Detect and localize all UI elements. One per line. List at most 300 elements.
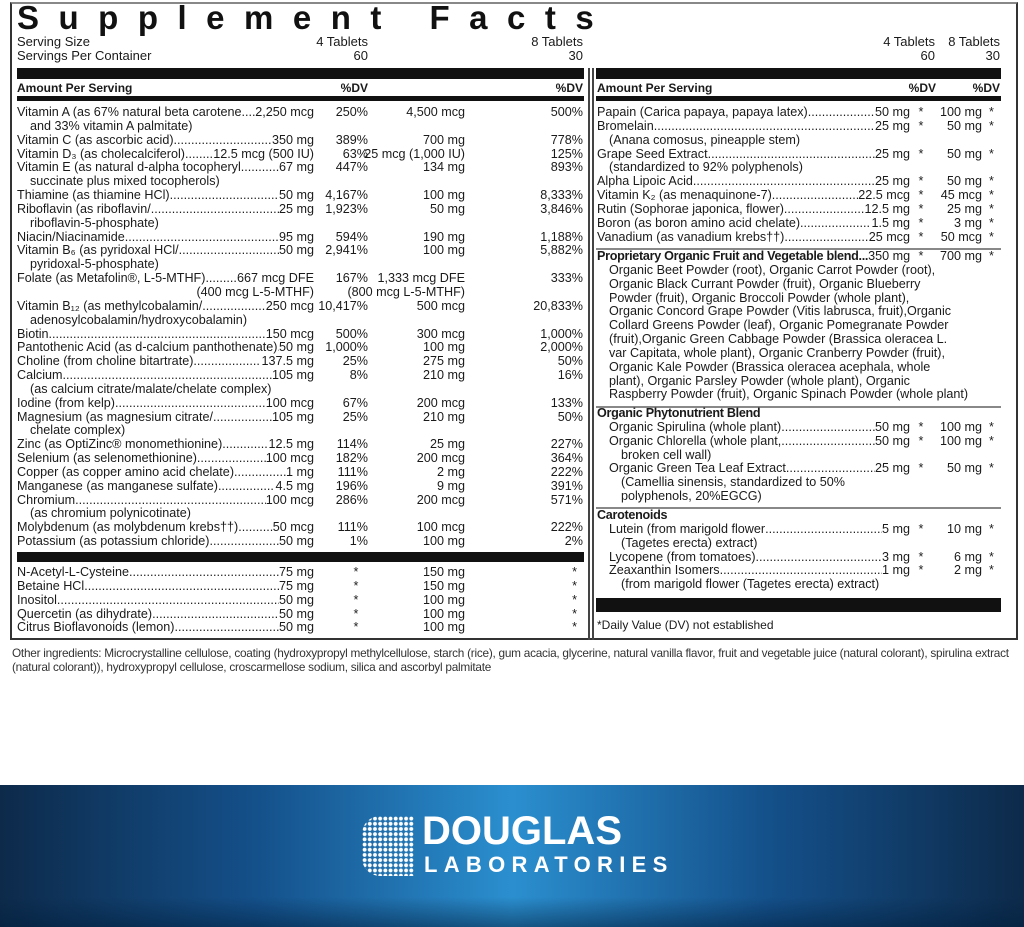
dot-leader — [179, 244, 279, 258]
nutrient-name-amount — [17, 161, 314, 175]
nutrient-row — [17, 608, 584, 622]
nutrient-name-amount — [597, 449, 910, 463]
douglas-laboratories-logo — [362, 809, 674, 880]
amount-2: 190 mg — [422, 229, 465, 244]
amount-2: 50 mg — [946, 461, 982, 476]
serving-size-1: 4 Tablets — [883, 34, 935, 49]
amount-1: (400 mcg L-5-MTHF) — [196, 284, 314, 299]
nutrient-row — [597, 250, 1001, 264]
nutrient-name: (Camellia sinensis, standardized to 50% — [621, 475, 846, 490]
nutrient-name: (fruit),Organic Green Cabbage Powder (Brassica oleracea L. — [609, 332, 948, 347]
daily-value-2: 3,846% — [540, 201, 583, 216]
nutrient-row — [17, 521, 584, 535]
nutrient-name: Vitamin B₁₂ (as methylcobalamin/ — [17, 298, 203, 313]
amount-2: 100 mg — [422, 534, 465, 549]
nutrient-name: Manganese (as manganese sulfate) — [17, 478, 218, 493]
nutrient-name: Quercetin (as dihydrate) — [17, 606, 153, 621]
thick-divider — [17, 68, 584, 79]
dv-header-1: %DV — [908, 81, 936, 95]
amount-2: 700 mg — [422, 132, 465, 147]
nutrient-name-amount — [17, 314, 314, 328]
nutrient-name: Magnesium (as magnesium citrate/ — [17, 409, 213, 424]
servings-per-container-label: Servings Per Container — [17, 47, 152, 63]
nutrient-row — [597, 361, 1001, 375]
amount-1: 50 mg — [278, 606, 314, 621]
nutrient-row — [597, 388, 1001, 402]
daily-value-1: 25% — [342, 354, 368, 369]
nutrient-row — [17, 621, 584, 635]
nutrient-name-amount — [17, 594, 314, 608]
daily-value-1: 63% — [342, 146, 368, 161]
daily-value-1: * — [353, 565, 359, 579]
nutrient-row — [597, 523, 1001, 537]
daily-value-2: * — [989, 521, 994, 536]
servings-per-container-2: 30 — [985, 47, 1000, 63]
nutrient-name-amount — [17, 341, 314, 355]
daily-value-1: * — [918, 563, 924, 578]
nutrient-name-amount — [17, 397, 314, 411]
daily-value-2: 8,333% — [540, 188, 583, 203]
nutrient-row — [597, 333, 1001, 347]
dot-leader — [784, 203, 865, 217]
nutrient-name: Bromelain — [597, 118, 654, 133]
amount-per-serving-header: Amount Per Serving — [17, 81, 133, 95]
nutrient-name-amount — [17, 258, 314, 272]
amount-2: 50 mg — [946, 146, 982, 161]
amount-2: 2 mg — [437, 464, 465, 479]
nutrient-list — [17, 106, 584, 549]
amount-1: 50 mg — [278, 620, 314, 635]
daily-value-2: * — [572, 592, 577, 607]
nutrient-name-amount — [17, 175, 314, 189]
dot-leader — [75, 494, 266, 508]
nutrient-name: Vitamin E (as natural d-alpha tocopheryl — [17, 160, 241, 175]
nutrient-name: Zinc (as OptiZinc® monomethionine) — [17, 437, 223, 452]
nutrient-row — [597, 476, 1001, 490]
nutrient-row — [17, 594, 584, 608]
amount-1: 12.5 mg — [268, 437, 314, 452]
nutrient-name-amount — [597, 292, 910, 306]
nutrient-name: Selenium (as selenomethionine) — [17, 451, 197, 466]
nutrient-name: Organic Chlorella (whole plant, — [609, 433, 782, 448]
dot-leader — [205, 272, 237, 286]
daily-value-footnote: *Daily Value (DV) not established — [597, 618, 774, 632]
daily-value-2: * — [572, 606, 577, 621]
divider — [17, 96, 584, 101]
amount-1: 1 mg — [286, 464, 314, 479]
nutrient-name: Molybdenum (as molybdenum krebs††) — [17, 520, 239, 535]
dot-leader — [84, 580, 279, 594]
nutrient-name-amount — [17, 466, 314, 480]
daily-value-2: 50% — [557, 354, 583, 369]
dot-leader — [125, 231, 279, 245]
nutrient-row — [17, 480, 584, 494]
amount-1: 75 mg — [278, 578, 314, 593]
nutrient-row — [17, 438, 584, 452]
daily-value-2: * — [989, 419, 994, 434]
amount-2: 500 mcg — [416, 298, 465, 313]
nutrient-row — [597, 490, 1001, 504]
nutrient-name-amount — [597, 523, 910, 537]
amount-2: 150 mg — [422, 565, 465, 579]
amount-2: 1,333 mcg DFE — [377, 271, 465, 286]
amount-2: 134 mg — [422, 160, 465, 175]
nutrient-name-amount — [17, 369, 314, 383]
nutrient-name-amount — [17, 106, 314, 120]
amount-1: 350 mg — [868, 249, 911, 263]
nutrient-name: Pantothenic Acid (as d-calcium panthothenate) — [17, 340, 278, 355]
nutrient-row — [17, 383, 584, 397]
amount-1: 137.5 mg — [261, 354, 314, 369]
nutrient-name: plant), Organic Parsley Powder (whole plant), Organic — [609, 373, 910, 388]
nutrient-name-amount — [597, 578, 910, 592]
amount-2: 200 mcg — [416, 492, 465, 507]
daily-value-2: * — [989, 118, 994, 133]
amount-1: 50 mg — [278, 534, 314, 549]
nutrient-name: (standardized to 92% polyphenols) — [609, 160, 803, 175]
amount-1: 50 mg — [874, 419, 910, 434]
nutrient-name: Organic Phytonutrient Blend — [597, 406, 761, 420]
nutrient-row — [17, 424, 584, 438]
nutrient-name: Folate (as Metafolin®, L-5-MTHF) — [17, 271, 206, 286]
nutrient-row — [597, 203, 1001, 217]
nutrient-row — [597, 161, 1001, 175]
serving-size-2: 8 Tablets — [531, 34, 583, 49]
amount-1: 12.5 mcg (500 IU) — [213, 146, 314, 161]
amount-2: 210 mg — [422, 368, 465, 383]
daily-value-2: * — [572, 578, 577, 593]
nutrient-name: Choline (from choline bitartrate) — [17, 354, 194, 369]
dot-leader — [151, 203, 279, 217]
nutrient-row — [597, 134, 1001, 148]
nutrient-name: (Tagetes erecta) extract) — [621, 535, 758, 550]
daily-value-2: * — [989, 563, 994, 578]
nutrient-name-amount — [597, 462, 910, 476]
nutrient-row — [597, 347, 1001, 361]
dot-leader — [784, 231, 868, 245]
amount-2: 9 mg — [437, 478, 465, 493]
dot-leader — [720, 564, 882, 578]
nutrient-row — [597, 578, 1001, 592]
nutrient-name-amount — [597, 120, 910, 134]
daily-value-2: 571% — [550, 492, 583, 507]
nutrient-row — [597, 305, 1001, 319]
nutrient-row — [17, 566, 584, 580]
amount-1: 4.5 mg — [275, 478, 314, 493]
dot-leader — [129, 566, 279, 580]
amount-1: 75 mg — [278, 565, 314, 579]
daily-value-1: * — [353, 592, 359, 607]
nutrient-name: Calcium — [17, 368, 63, 383]
nutrient-row — [17, 272, 584, 286]
nutrient-name: Lycopene (from tomatoes) — [609, 549, 756, 564]
nutrient-name-amount — [597, 407, 910, 421]
nutrient-row — [597, 462, 1001, 476]
carotenoids-list — [597, 509, 1001, 592]
nutrient-name-amount — [17, 438, 314, 452]
nutrient-name: Grape Seed Extract — [597, 146, 708, 161]
amount-2: 3 mg — [954, 215, 982, 230]
nutrient-row — [597, 231, 1001, 245]
dot-leader — [241, 161, 279, 175]
servings-per-container-1: 60 — [353, 47, 368, 63]
nutrient-name: Powder (fruit), Organic Broccoli Powder (whole plant), — [609, 290, 910, 305]
nutrient-name: (Anana comosus, pineapple stem) — [609, 132, 801, 147]
nutrient-name: Vitamin K₂ (as menaquinone-7) — [597, 188, 772, 203]
nutrient-row — [17, 314, 584, 328]
amount-1: 25 mg — [874, 174, 910, 189]
daily-value-1: 1% — [349, 534, 368, 549]
daily-value-2: * — [989, 174, 994, 189]
daily-value-2: * — [572, 620, 577, 635]
daily-value-2: 133% — [550, 395, 583, 410]
nutrient-name-amount — [17, 203, 314, 217]
amount-2: 50 mg — [946, 174, 982, 189]
nutrient-name-amount — [17, 120, 314, 134]
nutrient-name: succinate plus mixed tocopherols) — [30, 174, 220, 189]
nutrient-name-amount — [597, 564, 910, 578]
nutrient-name: adenosylcobalamin/hydroxycobalamin) — [30, 312, 248, 327]
nutrient-name-amount — [597, 276, 921, 292]
nutrient-name-amount — [17, 231, 314, 245]
nutrient-name: Carotenoids — [597, 508, 668, 522]
daily-value-2: 20,833% — [533, 298, 583, 313]
amount-1: 100 mcg — [265, 451, 314, 466]
amount-2: 150 mg — [422, 578, 465, 593]
nutrient-name-amount — [597, 203, 910, 217]
amount-1: 150 mcg — [265, 326, 314, 341]
servings-per-container-1: 60 — [920, 47, 935, 63]
nutrient-name: Proprietary Organic Fruit and Vegetable blend... — [597, 249, 869, 263]
daily-value-1: 67% — [342, 395, 368, 410]
nutrient-name: Organic Beet Powder (root), Organic Carrot Powder (root), — [609, 262, 936, 277]
nutrient-name-amount — [17, 272, 314, 286]
brand-name: DOUGLAS — [422, 809, 622, 853]
daily-value-1: * — [918, 249, 924, 263]
nutrient-name: Collard Greens Powder (leaf), Organic Pomegranate Powder — [609, 318, 949, 333]
amount-1: 50 mg — [278, 243, 314, 258]
daily-value-1: * — [918, 174, 924, 189]
daily-value-1: * — [918, 188, 924, 203]
nutrient-name-amount — [597, 262, 936, 278]
daily-value-2: 222% — [550, 464, 583, 479]
daily-value-1: * — [918, 215, 924, 230]
nutrient-name-amount — [597, 387, 969, 402]
daily-value-2: 2% — [564, 534, 583, 549]
panel-divider — [592, 68, 594, 640]
nutrient-row — [597, 264, 1001, 278]
thick-divider — [596, 68, 1001, 79]
dot-leader — [786, 462, 875, 476]
amount-1: 25 mg — [874, 118, 910, 133]
serving-size-label: Serving Size — [17, 34, 90, 49]
dot-leader — [218, 480, 276, 494]
nutrient-name-amount — [597, 345, 945, 361]
nutrient-row — [597, 449, 1001, 463]
daily-value-2: 2,000% — [540, 340, 583, 355]
dot-leader — [765, 523, 882, 537]
nutrient-row — [17, 328, 584, 342]
daily-value-1: 389% — [335, 132, 368, 147]
daily-value-1: 196% — [335, 478, 368, 493]
nutrient-name: (as calcium citrate/malate/chelate complex) — [30, 381, 272, 396]
amount-1: 25 mg — [874, 146, 910, 161]
thick-divider — [596, 598, 1001, 612]
enzyme-list — [597, 106, 1001, 244]
daily-value-2: 778% — [550, 132, 583, 147]
brand-subname: LABORATORIES — [424, 852, 674, 877]
dot-leader — [654, 120, 875, 134]
amount-1: 1 mg — [882, 563, 910, 578]
other-ingredients: Other ingredients: Microcrystalline cellulose, coating (hydroxypropyl methylcellulose, starch (rice), gum acacia, glycerine, natural vanilla flavor, fruit and vegetable juice (natural colorant), spirulina extract (natural colorant)), hydroxypropyl cellulose, croscarmellose sodium, silica and ascorbyl palmitate — [12, 646, 1009, 674]
amount-2: 50 mg — [946, 118, 982, 133]
nutrient-row — [17, 134, 584, 148]
daily-value-1: 4,167% — [325, 188, 368, 203]
amount-1: 50 mg — [874, 105, 910, 119]
nutrient-name-amount — [17, 580, 314, 594]
nutrient-name: Organic Kale Powder (Brassica oleracea acephala, whole — [609, 359, 931, 374]
dot-leader — [197, 452, 266, 466]
dv-header-2: %DV — [555, 81, 583, 95]
daily-value-2: 500% — [550, 105, 583, 119]
amount-1: 3 mg — [882, 549, 910, 564]
nutrient-name-amount — [597, 148, 910, 162]
nutrient-name-amount — [17, 300, 314, 314]
daily-value-1: 111% — [337, 520, 368, 535]
daily-value-1: 1,000% — [325, 340, 368, 355]
amount-1: 350 mg — [271, 132, 314, 147]
amount-2: 100 mg — [939, 433, 982, 448]
serving-col-1 — [268, 35, 368, 63]
nutrient-row — [17, 217, 584, 231]
nutrient-name-amount — [17, 286, 314, 300]
dv-header-1: %DV — [340, 81, 368, 95]
nutrient-name-amount — [17, 480, 314, 494]
nutrient-name: Vitamin D₃ (as cholecalciferol) — [17, 146, 185, 161]
nutrient-name-amount — [17, 383, 314, 397]
nutrient-row — [597, 292, 1001, 306]
daily-value-1: 250% — [335, 105, 368, 119]
nutrient-name: Inositol — [17, 592, 57, 607]
amount-1: 95 mg — [278, 229, 314, 244]
daily-value-1: * — [918, 118, 924, 133]
amount-2: 4,500 mcg — [406, 105, 465, 119]
daily-value-1: * — [918, 419, 924, 434]
nutrient-row — [17, 175, 584, 189]
amount-2: 50 mg — [429, 201, 465, 216]
amount-1: 1.5 mg — [871, 215, 910, 230]
nutrient-name: riboflavin-5-phosphate) — [30, 215, 159, 230]
daily-value-2: 333% — [550, 271, 583, 286]
amount-2: 6 mg — [954, 549, 982, 564]
daily-value-2: 391% — [550, 478, 583, 493]
daily-value-1: 25% — [342, 409, 368, 424]
nutrient-row — [17, 369, 584, 383]
nutrient-name-amount — [17, 494, 314, 508]
daily-value-2: * — [989, 549, 994, 564]
nutrient-name-amount — [597, 318, 949, 333]
nutrient-name: chelate complex) — [30, 423, 126, 438]
nutrient-name: polyphenols, 20%EGCG) — [621, 489, 762, 504]
daily-value-2: 364% — [550, 451, 583, 466]
nutrient-name-amount — [597, 304, 952, 319]
nutrient-name: Copper (as copper amino acid chelate) — [17, 464, 235, 479]
thick-divider — [17, 552, 584, 562]
daily-value-1: 594% — [335, 229, 368, 244]
nutrient-name: Biotin — [17, 326, 49, 341]
dot-leader — [202, 300, 265, 314]
nutrient-row — [597, 106, 1001, 120]
right-serving-col-2 — [900, 35, 1000, 63]
daily-value-1: 447% — [335, 160, 368, 175]
nutrient-name-amount — [17, 355, 314, 369]
daily-value-2: * — [989, 215, 994, 230]
amount-1: 5 mg — [882, 521, 910, 536]
nutrient-name: (as chromium polynicotinate) — [30, 506, 191, 521]
nutrient-name: Betaine HCl — [17, 578, 85, 593]
nutrient-name: Riboflavin (as riboflavin/ — [17, 201, 151, 216]
nutrient-name: Organic Green Tea Leaf Extract — [609, 461, 786, 476]
dot-leader — [213, 411, 272, 425]
panel-title: Supplement Facts — [17, 0, 614, 36]
nutrient-row — [597, 564, 1001, 578]
amount-1: 67 mg — [278, 160, 314, 175]
nutrient-row — [597, 407, 1001, 421]
daily-value-1: 167% — [335, 271, 368, 286]
daily-value-2: 1,188% — [540, 229, 583, 244]
amount-1: 667 mcg DFE — [237, 271, 314, 286]
phytonutrient-blend — [597, 407, 1001, 504]
amount-2: 700 mg — [939, 249, 982, 263]
nutrient-name: Chromium — [17, 492, 76, 507]
null — [17, 286, 196, 300]
amount-1: 50 mcg — [272, 520, 314, 535]
nutrient-row — [597, 175, 1001, 189]
daily-value-2: 222% — [550, 520, 583, 535]
daily-value-2: * — [989, 105, 994, 119]
nutrient-name: Organic Concord Grape Powder (Vitis labrusca, fruit),Organic — [609, 304, 952, 319]
amount-1: 50 mg — [278, 340, 314, 355]
dot-leader — [193, 355, 261, 369]
daily-value-1: 500% — [335, 326, 368, 341]
other-nutrient-list — [17, 566, 584, 635]
nutrient-name: Thiamine (as thiamine HCl) — [17, 188, 170, 203]
dot-leader — [222, 438, 268, 452]
daily-value-2: * — [989, 229, 994, 244]
nutrient-name: Citrus Bioflavonoids (lemon) — [17, 620, 175, 635]
nutrient-row — [17, 189, 584, 203]
nutrient-row — [17, 148, 584, 162]
nutrient-row — [17, 286, 584, 300]
nutrient-name-amount — [17, 411, 314, 425]
nutrient-row — [597, 120, 1001, 134]
amount-1: 100 mcg — [265, 395, 314, 410]
amount-2: 210 mg — [422, 409, 465, 424]
amount-2: 100 mg — [422, 340, 465, 355]
logo-dot-grid-icon — [362, 816, 414, 876]
dot-leader — [209, 535, 279, 549]
daily-value-1: * — [918, 521, 924, 536]
serving-size-1: 4 Tablets — [316, 34, 368, 49]
nutrient-name-amount — [17, 621, 314, 635]
nutrient-name-amount — [17, 535, 314, 549]
nutrient-name: Organic Black Currant Powder (fruit), Organic Blueberry — [609, 276, 921, 291]
daily-value-2: 5,882% — [540, 243, 583, 258]
amount-2: (800 mcg L-5-MTHF) — [347, 284, 465, 299]
dot-leader — [808, 106, 875, 120]
nutrient-name-amount — [17, 328, 314, 342]
amount-2: 25 mg — [946, 201, 982, 216]
